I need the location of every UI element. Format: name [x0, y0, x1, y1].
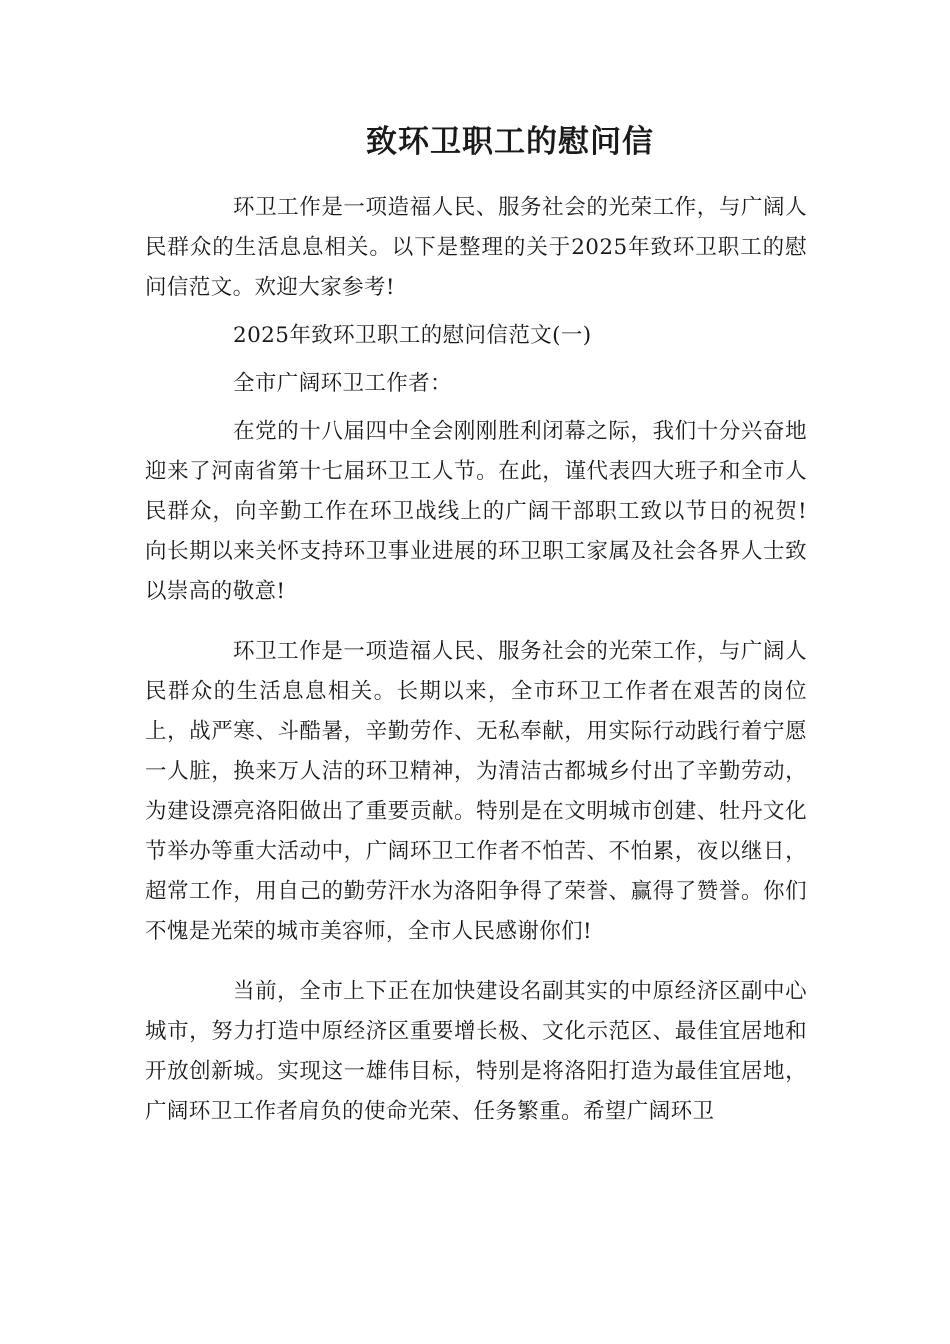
body-paragraph: 当前，全市上下正在加快建设名副其实的中原经济区副中心城市，努力打造中原经济区重要增长极、文化示范区、最佳宜居地和开放创新城。实现这一雄伟目标，特别是将洛阳打造为最佳宜居地，广阔环卫工作者肩负的使命光荣、任务繁重。希望广阔环卫 [145, 979, 807, 1124]
document-title: 致环卫职工的慰问信 [366, 124, 654, 160]
salutation: 全市广阔环卫工作者： [233, 371, 453, 396]
intro-paragraph: 环卫工作是一项造福人民、服务社会的光荣工作，与广阔人民群众的生活息息相关。以下是整理的关于2025年致环卫职工的慰问信范文。欢迎大家参考! [145, 195, 807, 300]
body-paragraph: 在党的十八届四中全会刚刚胜利闭幕之际，我们十分兴奋地迎来了河南省第十七届环卫工人节。在此，谨代表四大班子和全市人民群众，向辛勤工作在环卫战线上的广阔干部职工致以节日的祝贺!向长期以来关怀支持环卫事业进展的环卫职工家属及社会各界人士致以崇高的敬意! [145, 419, 807, 604]
section-heading: 2025年致环卫职工的慰问信范文(一) [233, 323, 592, 348]
body-paragraph: 环卫工作是一项造福人民、服务社会的光荣工作，与广阔人民群众的生活息息相关。长期以来，全市环卫工作者在艰苦的岗位上，战严寒、斗酷暑，辛勤劳作、无私奉献，用实际行动践行着宁愿一人脏，换来万人洁的环卫精神，为清洁古都城乡付出了辛勤劳动，为建设漂亮洛阳做出了重要贡献。特别是在文明城市创建、牡丹文化节举办等重大活动中，广阔环卫工作者不怕苦、不怕累，夜以继日，超常工作，用自己的勤劳汗水为洛阳争得了荣誉、赢得了赞誉。你们不愧是光荣的城市美容师，全市人民感谢你们! [145, 639, 807, 944]
document-body [145, 118, 807, 1140]
